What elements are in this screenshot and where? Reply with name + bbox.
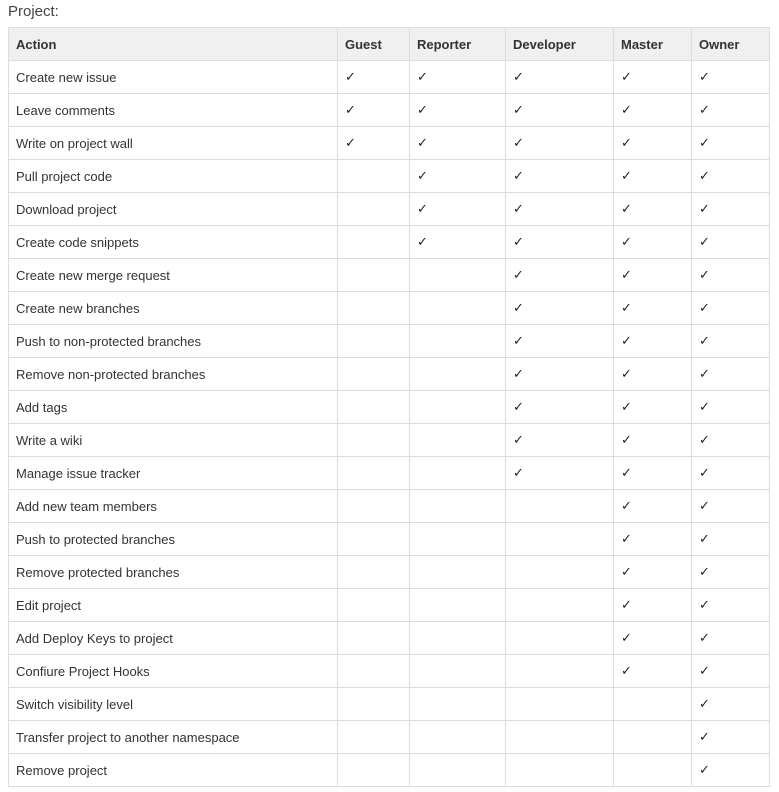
permission-cell-developer [506, 292, 614, 325]
check-icon: ✓ [621, 465, 632, 481]
permission-cell-reporter [410, 490, 506, 523]
table-row [9, 259, 770, 292]
check-icon: ✓ [513, 234, 524, 250]
permission-cell-master [614, 622, 692, 655]
action-cell: Remove protected branches [9, 556, 338, 589]
check-icon: ✓ [621, 201, 632, 217]
column-header-master: Master [614, 28, 692, 61]
column-header-developer: Developer [506, 28, 614, 61]
permission-cell-guest [338, 193, 410, 226]
permission-cell-guest [338, 292, 410, 325]
table-row [9, 94, 770, 127]
permission-cell-guest [338, 391, 410, 424]
check-icon: ✓ [699, 102, 710, 118]
check-icon: ✓ [345, 102, 356, 118]
table-row [9, 688, 770, 721]
permission-cell-guest [338, 754, 410, 787]
permission-cell-reporter [410, 622, 506, 655]
permission-cell-reporter [410, 127, 506, 160]
table-row [9, 160, 770, 193]
permission-cell-owner [692, 226, 770, 259]
action-cell: Remove non-protected branches [9, 358, 338, 391]
check-icon: ✓ [417, 135, 428, 151]
permission-cell-developer [506, 127, 614, 160]
permission-cell-developer [506, 721, 614, 754]
permission-cell-owner [692, 490, 770, 523]
permission-cell-owner [692, 391, 770, 424]
permission-cell-master [614, 721, 692, 754]
table-row [9, 391, 770, 424]
check-icon: ✓ [699, 399, 710, 415]
permission-cell-guest [338, 424, 410, 457]
check-icon: ✓ [513, 135, 524, 151]
action-cell: Add new team members [9, 490, 338, 523]
permission-cell-developer [506, 754, 614, 787]
permission-cell-guest [338, 127, 410, 160]
action-cell: Push to non-protected branches [9, 325, 338, 358]
action-cell: Push to protected branches [9, 523, 338, 556]
action-cell: Create new issue [9, 61, 338, 94]
check-icon: ✓ [699, 432, 710, 448]
check-icon: ✓ [513, 300, 524, 316]
permission-cell-owner [692, 688, 770, 721]
column-header-guest: Guest [338, 28, 410, 61]
permission-cell-master [614, 292, 692, 325]
permission-cell-reporter [410, 754, 506, 787]
check-icon: ✓ [699, 762, 710, 778]
permission-cell-reporter [410, 721, 506, 754]
table-row [9, 622, 770, 655]
check-icon: ✓ [345, 69, 356, 85]
check-icon: ✓ [621, 267, 632, 283]
permission-cell-owner [692, 259, 770, 292]
permission-cell-reporter [410, 424, 506, 457]
check-icon: ✓ [699, 696, 710, 712]
check-icon: ✓ [621, 531, 632, 547]
permission-cell-developer [506, 94, 614, 127]
check-icon: ✓ [513, 366, 524, 382]
check-icon: ✓ [417, 234, 428, 250]
check-icon: ✓ [699, 597, 710, 613]
check-icon: ✓ [621, 630, 632, 646]
table-row [9, 655, 770, 688]
check-icon: ✓ [513, 432, 524, 448]
permission-cell-owner [692, 655, 770, 688]
check-icon: ✓ [699, 300, 710, 316]
permission-cell-master [614, 490, 692, 523]
check-icon: ✓ [699, 135, 710, 151]
permission-cell-master [614, 61, 692, 94]
permission-cell-reporter [410, 94, 506, 127]
table-row [9, 325, 770, 358]
permission-cell-owner [692, 127, 770, 160]
check-icon: ✓ [699, 201, 710, 217]
permission-cell-master [614, 226, 692, 259]
action-cell: Write on project wall [9, 127, 338, 160]
check-icon: ✓ [699, 663, 710, 679]
permission-cell-developer [506, 457, 614, 490]
permission-cell-guest [338, 61, 410, 94]
permission-cell-guest [338, 358, 410, 391]
permission-cell-reporter [410, 457, 506, 490]
action-cell: Add tags [9, 391, 338, 424]
check-icon: ✓ [417, 102, 428, 118]
check-icon: ✓ [513, 168, 524, 184]
check-icon: ✓ [699, 168, 710, 184]
check-icon: ✓ [699, 267, 710, 283]
check-icon: ✓ [699, 729, 710, 745]
permission-cell-developer [506, 193, 614, 226]
permission-cell-master [614, 325, 692, 358]
check-icon: ✓ [513, 69, 524, 85]
permission-cell-owner [692, 358, 770, 391]
check-icon: ✓ [513, 267, 524, 283]
column-header-action: Action [9, 28, 338, 61]
permission-cell-reporter [410, 391, 506, 424]
check-icon: ✓ [417, 69, 428, 85]
table-row [9, 292, 770, 325]
table-row [9, 556, 770, 589]
permissions-table [8, 27, 770, 787]
check-icon: ✓ [513, 465, 524, 481]
action-cell: Switch visibility level [9, 688, 338, 721]
permission-cell-developer [506, 589, 614, 622]
permission-cell-reporter [410, 589, 506, 622]
check-icon: ✓ [699, 234, 710, 250]
table-row [9, 193, 770, 226]
check-icon: ✓ [513, 201, 524, 217]
permission-cell-reporter [410, 325, 506, 358]
column-header-reporter: Reporter [410, 28, 506, 61]
permission-cell-guest [338, 655, 410, 688]
permission-cell-developer [506, 490, 614, 523]
table-body [9, 61, 770, 787]
permission-cell-guest [338, 523, 410, 556]
table-row [9, 589, 770, 622]
permission-cell-master [614, 655, 692, 688]
permission-cell-developer [506, 556, 614, 589]
permission-cell-developer [506, 61, 614, 94]
check-icon: ✓ [699, 366, 710, 382]
action-cell: Manage issue tracker [9, 457, 338, 490]
table-row [9, 226, 770, 259]
permission-cell-owner [692, 622, 770, 655]
action-cell: Edit project [9, 589, 338, 622]
check-icon: ✓ [513, 102, 524, 118]
table-row [9, 61, 770, 94]
check-icon: ✓ [621, 69, 632, 85]
permission-cell-developer [506, 325, 614, 358]
permission-cell-owner [692, 94, 770, 127]
check-icon: ✓ [699, 465, 710, 481]
check-icon: ✓ [513, 333, 524, 349]
permission-cell-guest [338, 556, 410, 589]
check-icon: ✓ [621, 597, 632, 613]
table-row [9, 721, 770, 754]
permission-cell-owner [692, 721, 770, 754]
check-icon: ✓ [513, 399, 524, 415]
permission-cell-master [614, 160, 692, 193]
permission-cell-master [614, 589, 692, 622]
check-icon: ✓ [699, 69, 710, 85]
permission-cell-guest [338, 160, 410, 193]
check-icon: ✓ [699, 630, 710, 646]
column-header-owner: Owner [692, 28, 770, 61]
permission-cell-owner [692, 424, 770, 457]
permission-cell-developer [506, 622, 614, 655]
permission-cell-master [614, 127, 692, 160]
permission-cell-master [614, 523, 692, 556]
permission-cell-owner [692, 754, 770, 787]
permission-cell-master [614, 688, 692, 721]
permission-cell-owner [692, 292, 770, 325]
permission-cell-guest [338, 457, 410, 490]
check-icon: ✓ [417, 168, 428, 184]
table-row [9, 424, 770, 457]
permission-cell-guest [338, 259, 410, 292]
permission-cell-master [614, 259, 692, 292]
permission-cell-master [614, 457, 692, 490]
permission-cell-reporter [410, 193, 506, 226]
permission-cell-owner [692, 193, 770, 226]
permission-cell-owner [692, 325, 770, 358]
permission-cell-guest [338, 589, 410, 622]
check-icon: ✓ [621, 564, 632, 580]
permission-cell-reporter [410, 556, 506, 589]
permission-cell-reporter [410, 61, 506, 94]
table-row [9, 358, 770, 391]
permission-cell-developer [506, 688, 614, 721]
permission-cell-developer [506, 424, 614, 457]
action-cell: Add Deploy Keys to project [9, 622, 338, 655]
action-cell: Confiure Project Hooks [9, 655, 338, 688]
permission-cell-owner [692, 61, 770, 94]
table-row [9, 523, 770, 556]
permission-cell-developer [506, 259, 614, 292]
check-icon: ✓ [621, 432, 632, 448]
permission-cell-developer [506, 523, 614, 556]
permission-cell-master [614, 424, 692, 457]
table-row [9, 127, 770, 160]
action-cell: Create new branches [9, 292, 338, 325]
table-row [9, 490, 770, 523]
permission-cell-developer [506, 226, 614, 259]
permission-cell-guest [338, 325, 410, 358]
check-icon: ✓ [699, 564, 710, 580]
check-icon: ✓ [621, 498, 632, 514]
permission-cell-developer [506, 358, 614, 391]
check-icon: ✓ [621, 366, 632, 382]
check-icon: ✓ [621, 333, 632, 349]
permission-cell-guest [338, 688, 410, 721]
permission-cell-reporter [410, 655, 506, 688]
permission-cell-reporter [410, 160, 506, 193]
action-cell: Leave comments [9, 94, 338, 127]
permission-cell-master [614, 193, 692, 226]
permission-cell-master [614, 391, 692, 424]
permission-cell-owner [692, 457, 770, 490]
action-cell: Pull project code [9, 160, 338, 193]
permission-cell-master [614, 754, 692, 787]
check-icon: ✓ [699, 498, 710, 514]
permission-cell-owner [692, 556, 770, 589]
permission-cell-guest [338, 490, 410, 523]
permission-cell-reporter [410, 292, 506, 325]
check-icon: ✓ [345, 135, 356, 151]
action-cell: Remove project [9, 754, 338, 787]
permission-cell-owner [692, 160, 770, 193]
permission-cell-guest [338, 94, 410, 127]
header-row [9, 28, 770, 61]
action-cell: Write a wiki [9, 424, 338, 457]
permission-cell-reporter [410, 358, 506, 391]
check-icon: ✓ [621, 135, 632, 151]
action-cell: Create new merge request [9, 259, 338, 292]
permission-cell-master [614, 94, 692, 127]
check-icon: ✓ [699, 531, 710, 547]
check-icon: ✓ [621, 300, 632, 316]
table-row [9, 457, 770, 490]
permission-cell-reporter [410, 523, 506, 556]
check-icon: ✓ [621, 663, 632, 679]
permission-cell-developer [506, 391, 614, 424]
permission-cell-guest [338, 226, 410, 259]
permission-cell-owner [692, 589, 770, 622]
permission-cell-owner [692, 523, 770, 556]
permission-cell-guest [338, 622, 410, 655]
permission-cell-reporter [410, 226, 506, 259]
table-header [9, 28, 770, 61]
check-icon: ✓ [699, 333, 710, 349]
page-title: Project: [8, 3, 59, 20]
permission-cell-reporter [410, 259, 506, 292]
check-icon: ✓ [417, 201, 428, 217]
check-icon: ✓ [621, 234, 632, 250]
table-row [9, 754, 770, 787]
check-icon: ✓ [621, 102, 632, 118]
action-cell: Create code snippets [9, 226, 338, 259]
permission-cell-guest [338, 721, 410, 754]
permission-cell-developer [506, 655, 614, 688]
permission-cell-developer [506, 160, 614, 193]
action-cell: Download project [9, 193, 338, 226]
check-icon: ✓ [621, 399, 632, 415]
permission-cell-master [614, 556, 692, 589]
permission-cell-master [614, 358, 692, 391]
action-cell: Transfer project to another namespace [9, 721, 338, 754]
permission-cell-reporter [410, 688, 506, 721]
check-icon: ✓ [621, 168, 632, 184]
